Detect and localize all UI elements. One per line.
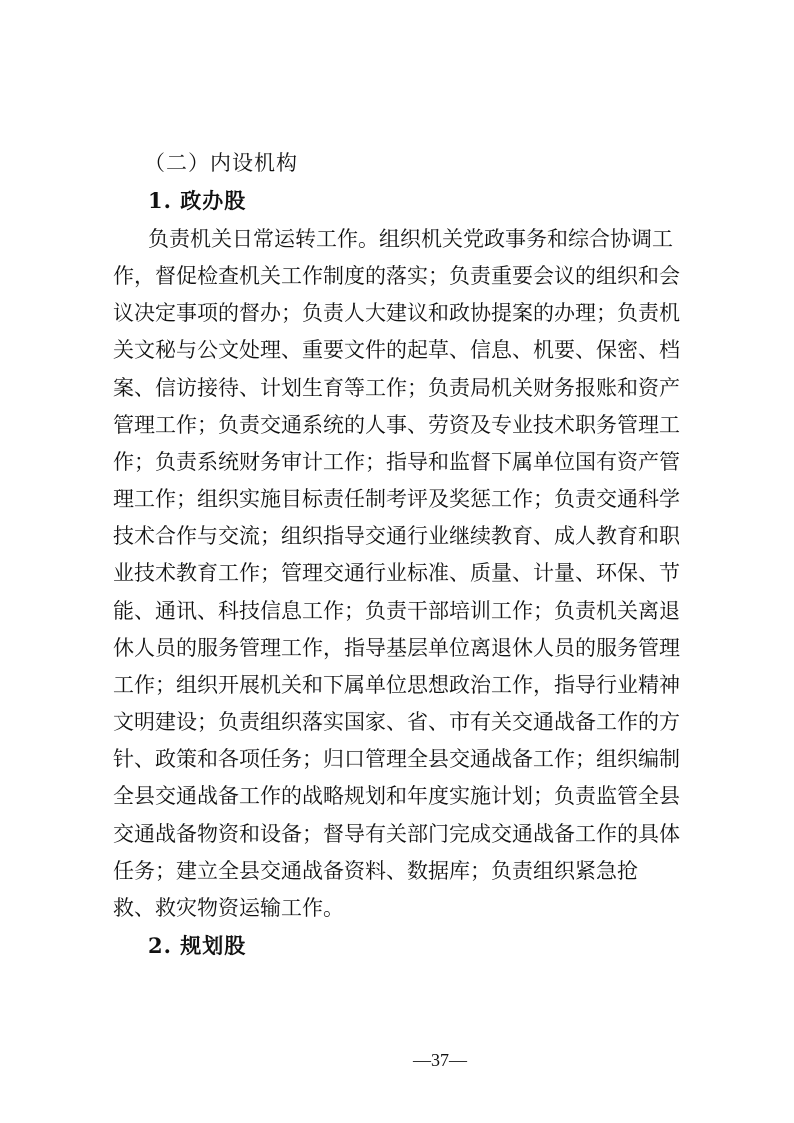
body-line: 文明建设；负责组织落实国家、省、市有关交通战备工作的方 [113,710,680,734]
body-line: 能、通讯、科技信息工作；负责干部培训工作；负责机关离退 [113,599,680,623]
body-line: 关文秘与公文处理、重要文件的起草、信息、机要、保密、档 [113,338,680,362]
body-line: 休人员的服务管理工作，指导基层单位离退休人员的服务管理 [113,636,680,660]
subsection-heading-2: 2. 规划股 [148,933,247,958]
body-line: 交通战备物资和设备；督导有关部门完成交通战备工作的具体 [113,822,680,846]
body-line: 全县交通战备工作的战略规划和年度实施计划；负责监管全县 [113,784,680,808]
body-line: 救、救灾物资运输工作。 [113,896,344,920]
body-line: 负责机关日常运转工作。组织机关党政事务和综合协调工 [148,227,673,251]
subsection-heading-1: 1. 政办股 [148,188,247,213]
body-line: 任务；建立全县交通战备资料、数据库；负责组织紧急抢 [113,859,638,883]
body-line: 案、信访接待、计划生育等工作；负责局机关财务报账和资产 [113,376,680,400]
body-line: 业技术教育工作；管理交通行业标准、质量、计量、环保、节 [113,561,680,585]
page-number-text: —37— [413,1050,467,1070]
body-line: 针、政策和各项任务；归口管理全县交通战备工作；组织编制 [113,747,680,771]
body-line: 技术合作与交流；组织指导交通行业继续教育、成人教育和职 [113,524,680,548]
body-line: 工作；组织开展机关和下属单位思想政治工作，指导行业精神 [113,673,680,697]
section-heading: （二）内设机构 [144,151,298,175]
page-number [0,1048,794,1072]
body-line: 作，督促检查机关工作制度的落实；负责重要会议的组织和会 [113,264,680,288]
body-line: 作；负责系统财务审计工作；指导和监督下属单位国有资产管 [113,450,680,474]
body-line: 理工作；组织实施目标责任制考评及奖惩工作；负责交通科学 [113,487,680,511]
body-line: 议决定事项的督办；负责人大建议和政协提案的办理；负责机 [113,301,680,325]
body-line: 管理工作；负责交通系统的人事、劳资及专业技术职务管理工 [113,413,680,437]
